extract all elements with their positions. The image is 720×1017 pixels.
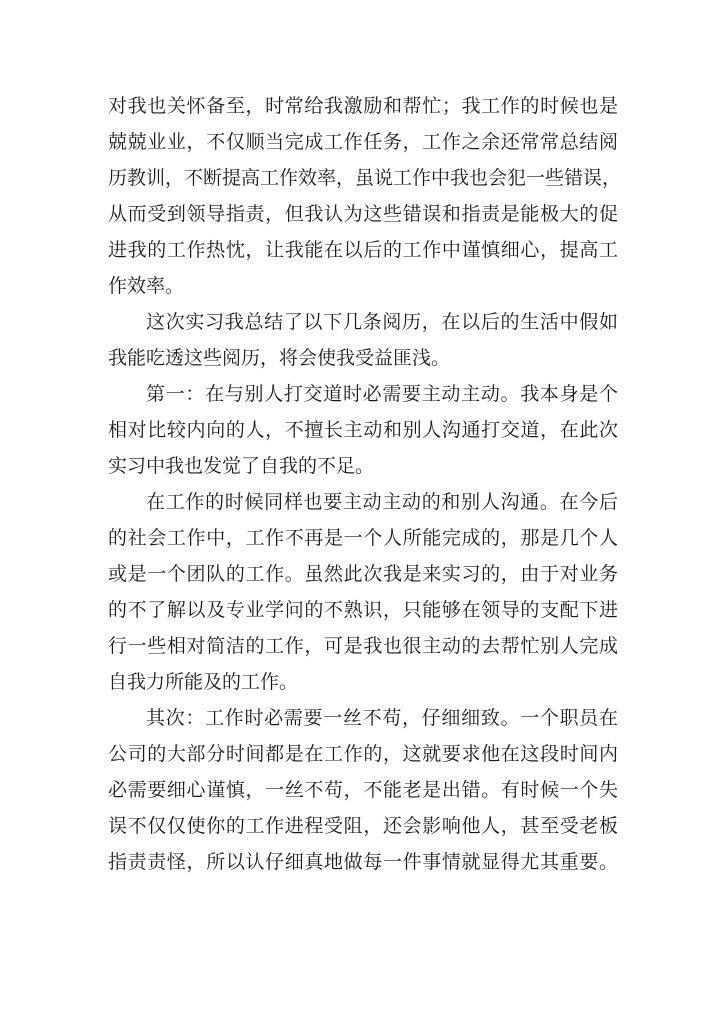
document-body [108, 88, 622, 880]
paragraph-4-line-4: 的不了解以及专业学问的不熟识，只能够在领导的支配下进 [108, 599, 618, 621]
paragraph-5-line-4: 误不仅仅使你的工作进程受阻，还会影响他人，甚至受老板 [108, 815, 618, 837]
paragraph-1-line-1: 对我也关怀备至，时常给我激励和帮忙；我工作的时候也是 [108, 95, 618, 117]
paragraph-4-line-5: 行一些相对简洁的工作，可是我也很主动的去帮忙别人完成 [108, 635, 618, 657]
paragraph-4-line-6: 自我力所能及的工作。 [108, 671, 299, 693]
paragraph-1-line-4: 从而受到领导指责，但我认为这些错误和指责是能极大的促 [108, 203, 618, 225]
paragraph-2-line-2: 我能吃透这些阅历，将会使我受益匪浅。 [108, 347, 451, 369]
paragraph-1-line-2: 兢兢业业，不仅顺当完成工作任务，工作之余还常常总结阅 [108, 131, 618, 153]
paragraph-3-line-3: 实习中我也发觉了自我的不足。 [108, 455, 375, 477]
paragraph-5-line-1: 其次：工作时必需要一丝不苟，仔细细致。一个职员在 [146, 707, 618, 729]
paragraph-4-line-1: 在工作的时候同样也要主动主动的和别人沟通。在今后 [146, 491, 618, 513]
paragraph-5-line-3: 必需要细心谨慎，一丝不苟，不能老是出错。有时候一个失 [108, 779, 618, 801]
paragraph-5-line-5: 指责责怪，所以认仔细真地做每一件事情就显得尤其重要。 [108, 851, 618, 873]
paragraph-3-line-2: 相对比较内向的人，不擅长主动和别人沟通打交道，在此次 [108, 419, 618, 441]
paragraph-1-line-5: 进我的工作热忱，让我能在以后的工作中谨慎细心，提高工 [108, 239, 618, 261]
paragraph-4-line-2: 的社会工作中，工作不再是一个人所能完成的，那是几个人 [108, 527, 618, 549]
paragraph-1-line-6: 作效率。 [108, 275, 185, 297]
paragraph-2-line-1: 这次实习我总结了以下几条阅历，在以后的生活中假如 [146, 311, 618, 333]
paragraph-4-line-3: 或是一个团队的工作。虽然此次我是来实习的，由于对业务 [108, 563, 618, 585]
paragraph-1-line-3: 历教训，不断提高工作效率，虽说工作中我也会犯一些错误， [108, 167, 622, 189]
paragraph-3-line-1: 第一：在与别人打交道时必需要主动主动。我本身是个 [146, 383, 618, 405]
paragraph-5-line-2: 公司的大部分时间都是在工作的，这就要求他在这段时间内 [108, 743, 618, 765]
